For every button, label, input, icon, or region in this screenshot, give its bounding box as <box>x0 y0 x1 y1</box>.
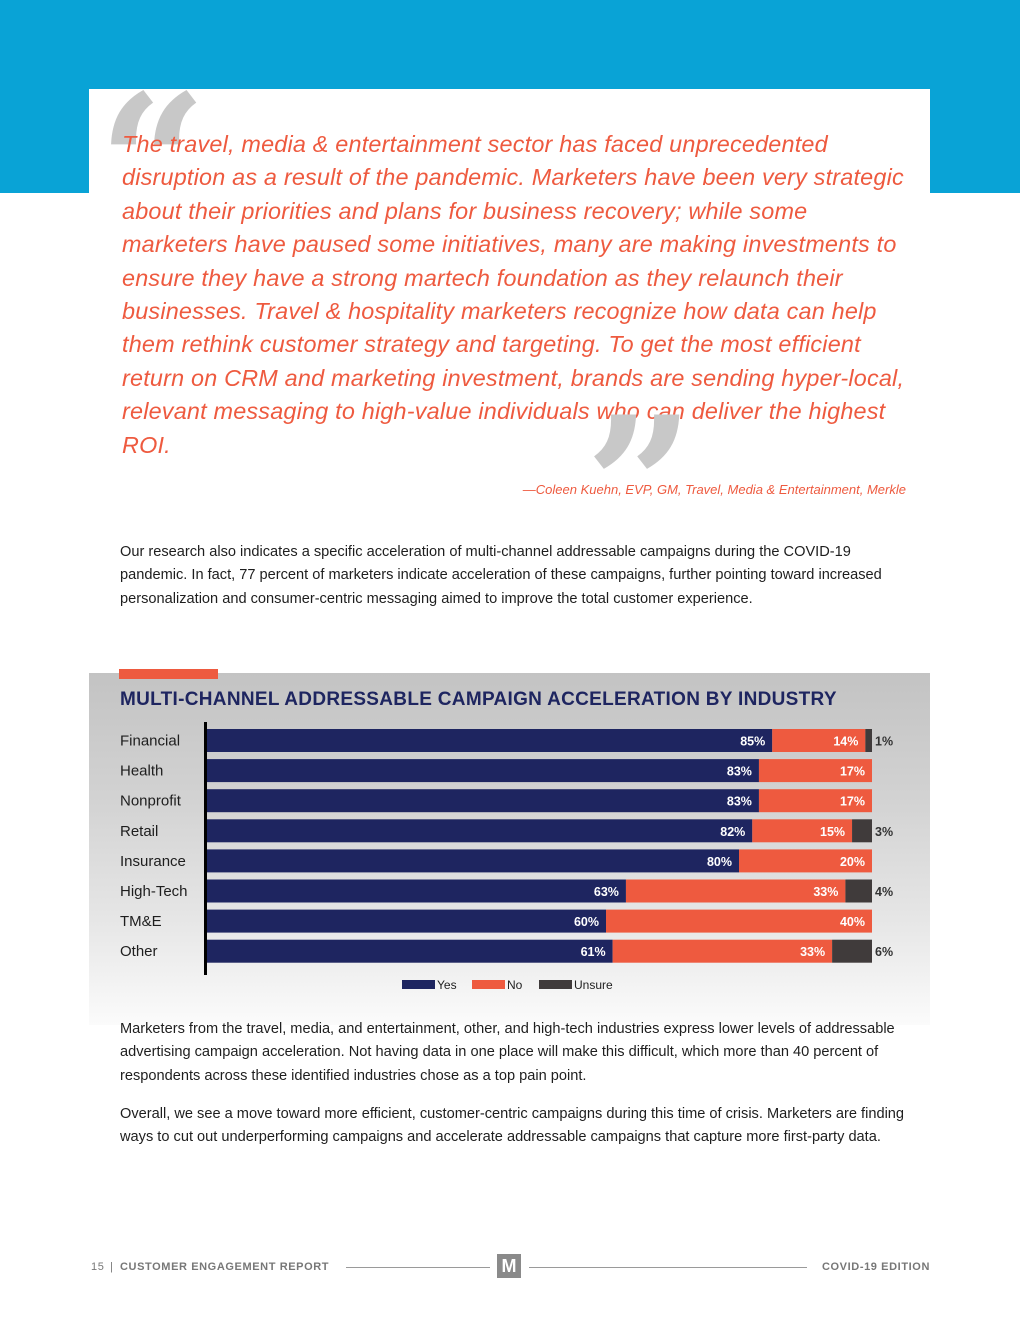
data-label-yes: 60% <box>573 915 599 930</box>
bar-no <box>606 910 872 933</box>
bar-yes <box>207 819 752 842</box>
category-label: TM&E <box>120 913 162 931</box>
footer-separator: | <box>110 1261 114 1273</box>
legend-swatch-yes <box>402 980 435 989</box>
data-label-yes: 61% <box>580 945 606 960</box>
data-label-no: 33% <box>813 885 839 899</box>
bar-yes <box>207 880 626 903</box>
data-label-no: 40% <box>839 915 865 930</box>
pull-quote: The travel, media & entertainment sector has faced unprecedented disruption as a result of the pandemic. Marketers have been very strategic about their priorities and plans for business recovery; while some marketers have paused some initiatives, many are making investments to ensure they have a strong martech foundation as they relaunch their businesses. Travel & hospitality marketers recognize how data can help them rethink customer strategy and targeting. To get the most efficient return on CRM and marketing investment, brands are sending hyper-local, relevant messaging to high-value individuals who can deliver the highest ROI. <box>122 131 905 458</box>
quote-attribution: —Coleen Kuehn, EVP, GM, Travel, Media & Entertainment, Merkle <box>522 482 906 497</box>
bar-yes <box>207 849 739 872</box>
data-label-yes: 85% <box>740 734 766 749</box>
category-label: Other <box>120 943 158 961</box>
legend-swatch-no <box>472 980 505 989</box>
data-label-no: 33% <box>800 945 826 960</box>
category-label: Financial <box>120 732 181 750</box>
bar-yes <box>207 759 759 782</box>
body-paragraph-2: Marketers from the travel, media, and entertainment, other, and high-tech industries express lower levels of addressable advertising campaign acceleration. Not having data in one place will make this difficult, which more than 40 percent of respondents across these identified industries chose as a top pain point. <box>120 1021 895 1084</box>
category-label: High-Tech <box>120 883 188 900</box>
legend-label-yes: Yes <box>437 978 457 992</box>
bar-unsure <box>865 729 872 752</box>
open-quote-icon: “ <box>98 53 190 276</box>
footer-rule-right <box>529 1267 807 1268</box>
category-label: Retail <box>120 822 159 840</box>
data-label-no: 15% <box>820 824 846 839</box>
data-label-no: 17% <box>839 794 865 809</box>
data-label-unsure: 4% <box>875 885 894 899</box>
bar-yes <box>207 940 613 963</box>
data-label-yes: 82% <box>720 824 746 839</box>
category-label: Insurance <box>120 852 186 870</box>
close-quote-icon: ” <box>585 375 677 598</box>
bar-unsure <box>832 940 872 963</box>
data-label-yes: 83% <box>726 764 752 779</box>
data-label-no: 17% <box>839 764 865 779</box>
bar-unsure <box>852 819 872 842</box>
legend-label-no: No <box>507 978 523 992</box>
category-label: Health <box>120 762 164 780</box>
data-label-yes: 83% <box>726 794 752 809</box>
chart-title: MULTI-CHANNEL ADDRESSABLE CAMPAIGN ACCELERATION BY INDUSTRY <box>120 689 837 710</box>
data-label-unsure: 3% <box>875 824 894 839</box>
category-label: Nonprofit <box>120 792 181 810</box>
legend-label-unsure: Unsure <box>574 978 613 992</box>
edition-label: COVID-19 EDITION <box>821 1261 930 1273</box>
data-label-unsure: 1% <box>875 734 894 749</box>
footer-rule-left <box>346 1267 490 1268</box>
bar-yes <box>207 910 606 933</box>
data-label-yes: 63% <box>593 885 619 899</box>
body-paragraph-3: Overall, we see a move toward more efficient, customer-centric campaigns during this time of crisis. Marketers are finding ways to cut out underperforming campaigns and accelerate addressable campaigns that capture more first-party data. <box>120 1106 905 1146</box>
bar-yes <box>207 789 759 812</box>
data-label-unsure: 6% <box>875 945 894 960</box>
page-number: 15 <box>91 1261 105 1273</box>
bar-unsure <box>845 880 872 903</box>
page-footer <box>0 1254 1020 1284</box>
merkle-logo: M <box>497 1254 521 1278</box>
data-label-no: 20% <box>839 854 865 869</box>
report-title: CUSTOMER ENGAGEMENT REPORT <box>120 1261 330 1273</box>
bar-yes <box>207 729 772 752</box>
data-label-yes: 80% <box>706 854 732 869</box>
legend-swatch-unsure <box>539 980 572 989</box>
data-label-no: 14% <box>833 734 859 749</box>
body-paragraph-1: Our research also indicates a specific acceleration of multi-channel addressable campaigns during the COVID-19 pandemic. In fact, 77 percent of marketers indicate acceleration of these campaigns, further pointing toward increased personalization and consumer-centric messaging aimed to improve the total customer experience. <box>120 544 882 607</box>
